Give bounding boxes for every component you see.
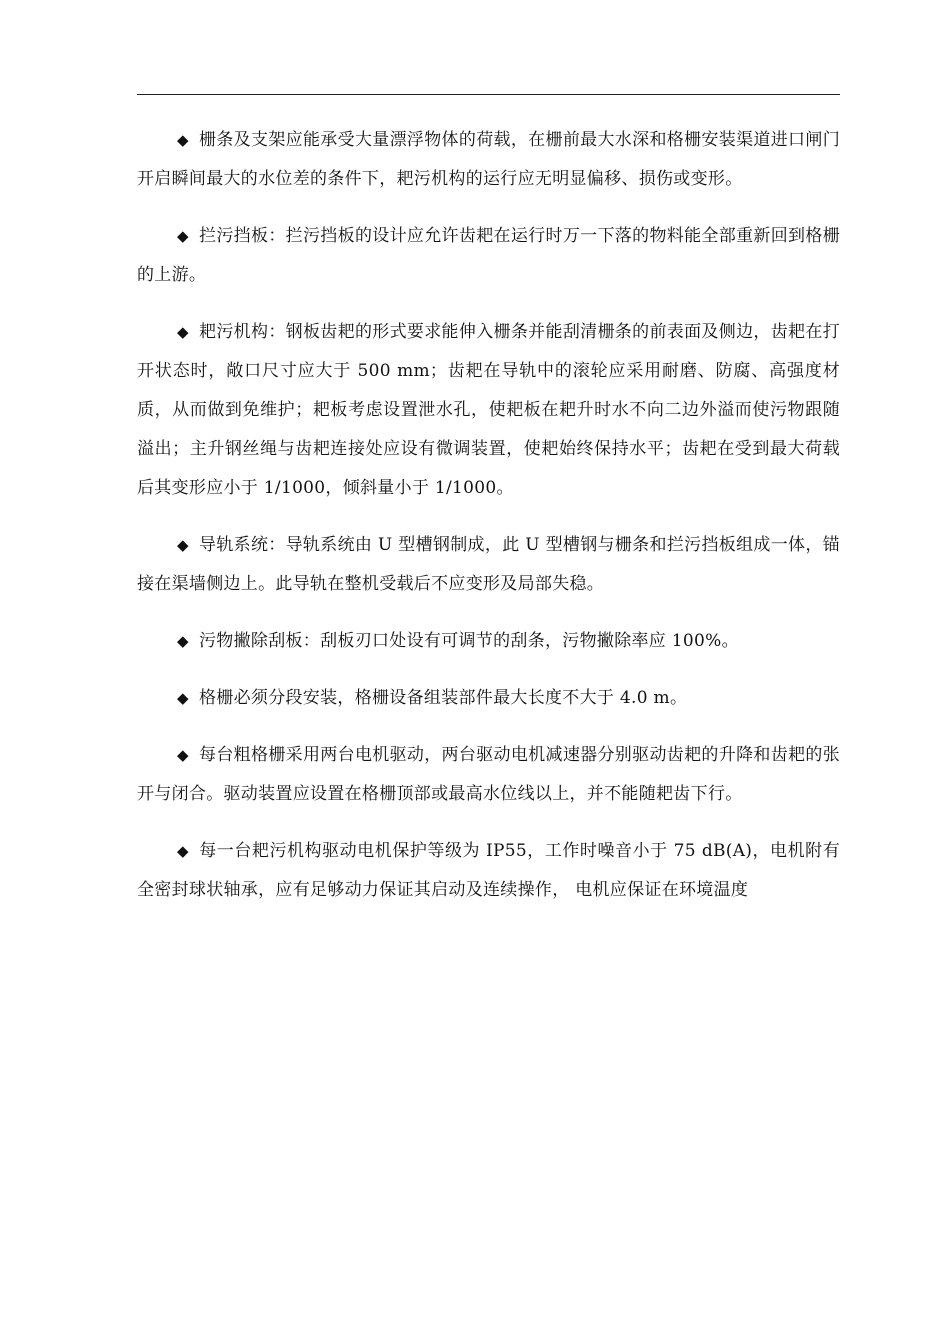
paragraph-text: 导轨系统：导轨系统由 U 型槽钢制成，此 U 型槽钢与栅条和拦污挡板组成一体，锚接在渠墙侧边上。此导轨在整机受载后不应变形及局部失稳。 [137,535,840,594]
paragraph-1 [137,121,840,199]
paragraph-text: 污物撇除刮板：刮板刃口处设有可调节的刮条，污物撇除率应 100%。 [199,631,739,651]
paragraph-5 [137,622,840,661]
bullet-diamond-icon: ◆ [177,689,189,707]
bullet-diamond-icon: ◆ [177,536,189,554]
document-body [137,121,840,928]
paragraph-text: 格栅必须分段安装，格栅设备组装部件最大长度不大于 4.0 m。 [199,688,688,708]
bullet-diamond-icon: ◆ [177,632,189,650]
paragraph-8 [137,832,840,910]
bullet-diamond-icon: ◆ [177,842,189,860]
bullet-diamond-icon: ◆ [177,746,189,764]
paragraph-4 [137,526,840,604]
paragraph-text: 耙污机构：钢板齿耙的形式要求能伸入栅条并能刮清栅条的前表面及侧边，齿耙在打开状态时，敞口尺寸应大于 500 mm；齿耙在导轨中的滚轮应采用耐磨、防腐、高强度材质，从而做到免维护；耙板考虑设置泄水孔，使耙板在耙升时水不向二边外溢而使污物跟随溢出；主升钢丝绳与齿耙连接处应设有微调装置，使耙始终保持水平；齿耙在受到最大荷载后其变形应小于 1/1000，倾斜量小于 1/1000。 [137,322,840,498]
header-rule [137,94,840,95]
paragraph-2 [137,217,840,295]
bullet-diamond-icon: ◆ [177,323,189,341]
paragraph-text: 每台粗格栅采用两台电机驱动，两台驱动电机减速器分别驱动齿耙的升降和齿耙的张开与闭合。驱动装置应设置在格栅顶部或最高水位线以上，并不能随耙齿下行。 [137,745,840,804]
bullet-diamond-icon: ◆ [177,131,189,149]
paragraph-text: 拦污挡板：拦污挡板的设计应允许齿耙在运行时万一下落的物料能全部重新回到格栅的上游。 [137,226,840,285]
paragraph-text: 每一台耙污机构驱动电机保护等级为 IP55，工作时噪音小于 75 dB(A)，电机附有全密封球状轴承，应有足够动力保证其启动及连续操作， 电机应保证在环境温度 [137,841,840,900]
paragraph-7 [137,736,840,814]
paragraph-3 [137,313,840,508]
paragraph-text: 栅条及支架应能承受大量漂浮物体的荷载，在栅前最大水深和格栅安装渠道进口闸门开启瞬间最大的水位差的条件下，耙污机构的运行应无明显偏移、损伤或变形。 [137,130,840,189]
paragraph-6 [137,679,840,718]
bullet-diamond-icon: ◆ [177,227,189,245]
